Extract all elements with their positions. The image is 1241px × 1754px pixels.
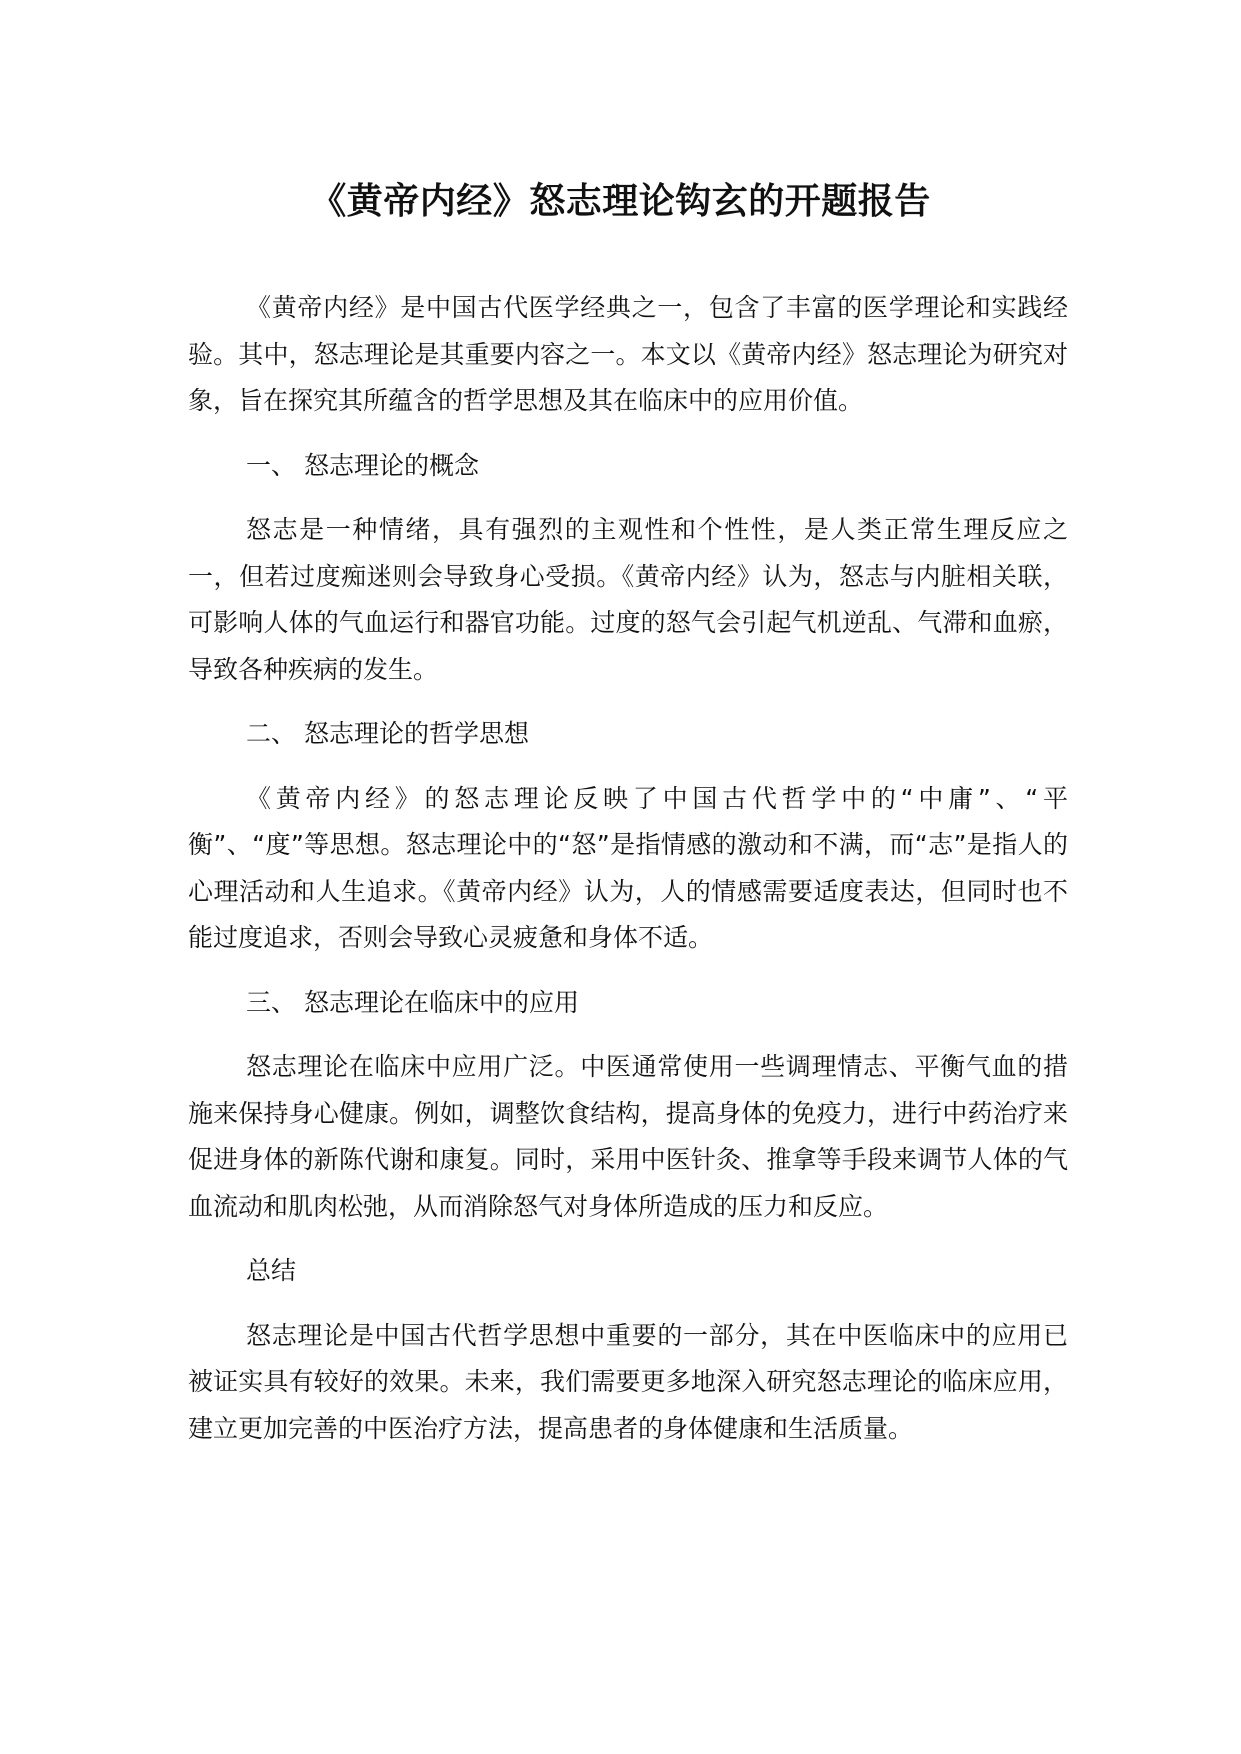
summary-paragraph: 怒志理论是中国古代哲学思想中重要的一部分，其在中医临床中的应用已被证实具有较好的效果。未来，我们需要更多地深入研究怒志理论的临床应用，建立更加完善的中医治疗方法，提高患者的身体健康和生活质量。 xyxy=(188,1320,1068,1443)
section-heading-clinical: 三、 怒志理论在临床中的应用 xyxy=(246,987,579,1017)
intro-paragraph: 《黄帝内经》是中国古代医学经典之一，包含了丰富的医学理论和实践经验。其中，怒志理论是其重要内容之一。本文以《黄帝内经》怒志理论为研究对象，旨在探究其所蕴含的哲学思想及其在临床中的应用价值。 xyxy=(188,293,1068,415)
concept-paragraph: 怒志是一种情绪，具有强烈的主观性和个性性，是人类正常生理反应之一，但若过度痴迷则会导致身心受损。《黄帝内经》认为，怒志与内脏相关联，可影响人体的气血运行和器官功能。过度的怒气会引起气机逆乱、气滞和血瘀，导致各种疾病的发生。 xyxy=(188,515,1068,684)
clinical-paragraph: 怒志理论在临床中应用广泛。中医通常使用一些调理情志、平衡气血的措施来保持身心健康。例如，调整饮食结构，提高身体的免疫力，进行中药治疗来促进身体的新陈代谢和康复。同时，采用中医针灸、推拿等手段来调节人体的气血流动和肌肉松弛，从而消除怒气对身体所造成的压力和反应。 xyxy=(188,1052,1068,1221)
document-body xyxy=(188,285,1068,1470)
document-title: 《黄帝内经》怒志理论钩玄的开题报告 xyxy=(310,181,931,222)
section-heading-philosophy: 二、 怒志理论的哲学思想 xyxy=(246,719,529,748)
section-heading-summary: 总结 xyxy=(246,1256,297,1285)
philosophy-paragraph: 《黄帝内经》的怒志理论反映了中国古代哲学中的“中庸”、“平衡”、“度”等思想。怒志理论中的“怒”是指情感的激动和不满，而“志”是指人的心理活动和人生追求。《黄帝内经》认为，人的情感需要适度表达，但同时也不能过度追求，否则会导致心灵疲惫和身体不适。 xyxy=(188,783,1068,952)
section-heading-concept: 一、 怒志理论的概念 xyxy=(246,450,479,480)
